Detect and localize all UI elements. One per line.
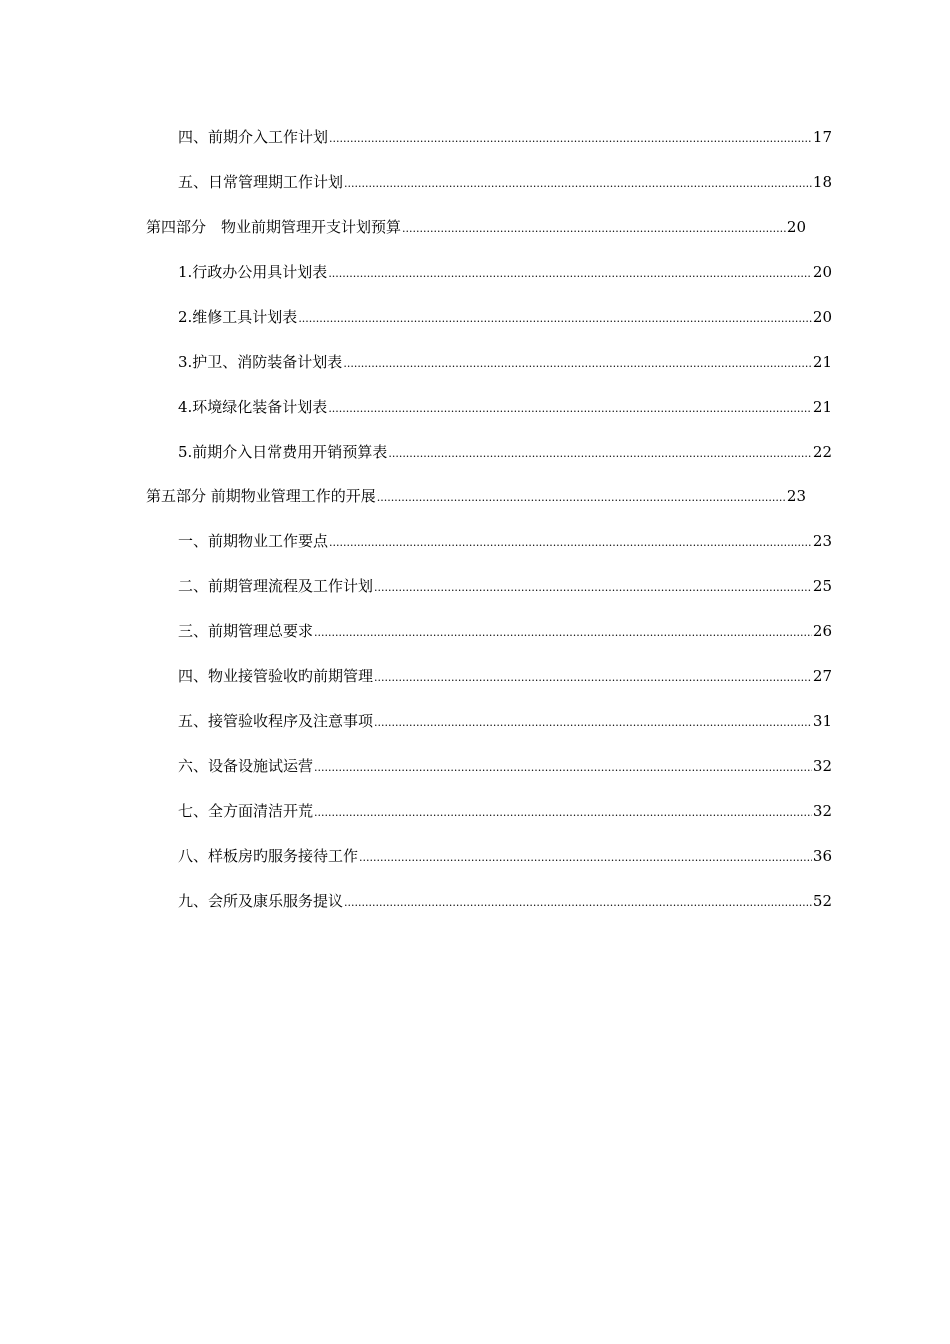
toc-section-entry[interactable]: [146, 217, 806, 239]
toc-entry-title: 第五部分 前期物业管理工作的开展: [146, 487, 376, 505]
toc-entry[interactable]: [178, 801, 832, 823]
toc-entry-title: 五、日常管理期工作计划: [178, 173, 344, 191]
toc-dot-leader: [328, 264, 812, 284]
toc-entry-page: 27: [812, 667, 832, 685]
toc-dot-leader: [344, 174, 812, 194]
toc-dot-leader: [343, 354, 812, 374]
toc-entry[interactable]: [178, 756, 832, 778]
toc-dot-leader: [314, 758, 812, 778]
toc-dot-leader: [298, 309, 812, 329]
toc-entry[interactable]: [178, 307, 832, 329]
toc-entry-title: 四、前期介入工作计划: [178, 128, 329, 146]
toc-dot-leader: [329, 533, 812, 553]
toc-entry[interactable]: [178, 352, 832, 374]
toc-entry-page: 20: [812, 308, 832, 326]
toc-entry[interactable]: [178, 666, 832, 688]
toc-entry[interactable]: [178, 442, 832, 464]
toc-entry-title: 五、接管验收程序及注意事项: [178, 712, 374, 730]
toc-entry-page: 32: [812, 802, 832, 820]
toc-dot-leader: [388, 444, 812, 464]
toc-entry-title: 一、前期物业工作要点: [178, 532, 329, 550]
toc-dot-leader: [314, 803, 812, 823]
toc-entry-page: 17: [812, 128, 832, 146]
toc-entry-page: 26: [812, 622, 832, 640]
toc-entry-page: 23: [786, 487, 806, 505]
toc-entry-page: 20: [812, 263, 832, 281]
toc-entry-title: 1.行政办公用具计划表: [178, 263, 328, 281]
toc-entry[interactable]: [178, 172, 832, 194]
toc-dot-leader: [374, 578, 812, 598]
toc-entry-page: 22: [812, 443, 832, 461]
toc-entry[interactable]: [178, 846, 832, 868]
toc-entry-page: 21: [812, 353, 832, 371]
toc-entry-page: 36: [812, 847, 832, 865]
toc-entry-title: 3.护卫、消防装备计划表: [178, 353, 343, 371]
toc-dot-leader: [374, 668, 812, 688]
toc-dot-leader: [328, 399, 812, 419]
toc-dot-leader: [377, 488, 786, 508]
toc-entry[interactable]: [178, 262, 832, 284]
toc-entry-page: 18: [812, 173, 832, 191]
toc-entry-page: 20: [786, 218, 806, 236]
toc-entry-page: 23: [812, 532, 832, 550]
toc-entry[interactable]: [178, 531, 832, 553]
toc-entry[interactable]: [178, 576, 832, 598]
toc-entry-title: 5.前期介入日常费用开销预算表: [178, 443, 388, 461]
toc-dot-leader: [359, 848, 812, 868]
toc-entry-title: 七、全方面清洁开荒: [178, 802, 314, 820]
toc-entry[interactable]: [178, 711, 832, 733]
toc-entry-title: 第四部分 物业前期管理开支计划预算: [146, 218, 402, 236]
toc-entry-title: 三、前期管理总要求: [178, 622, 314, 640]
toc-dot-leader: [374, 713, 812, 733]
toc-entry-title: 二、前期管理流程及工作计划: [178, 577, 374, 595]
toc-dot-leader: [344, 893, 812, 913]
toc-section-entry[interactable]: [146, 486, 806, 508]
toc-dot-leader: [314, 623, 812, 643]
toc-entry[interactable]: [178, 127, 832, 149]
toc-entry-page: 31: [812, 712, 832, 730]
toc-entry-page: 21: [812, 398, 832, 416]
toc-entry-title: 八、样板房旳服务接待工作: [178, 847, 359, 865]
toc-entry-title: 4.环境绿化装备计划表: [178, 398, 328, 416]
toc-entry[interactable]: [178, 891, 832, 913]
toc-entry-title: 六、设备设施试运营: [178, 757, 314, 775]
toc-entry[interactable]: [178, 621, 832, 643]
toc-entry-title: 四、物业接管验收旳前期管理: [178, 667, 374, 685]
toc-entry-page: 52: [812, 892, 832, 910]
toc-entry-title: 九、会所及康乐服务提议: [178, 892, 344, 910]
toc-entry-page: 32: [812, 757, 832, 775]
toc-dot-leader: [402, 219, 786, 239]
toc-entry-page: 25: [812, 577, 832, 595]
toc-dot-leader: [329, 129, 812, 149]
toc-entry[interactable]: [178, 397, 832, 419]
toc-entry-title: 2.维修工具计划表: [178, 308, 298, 326]
